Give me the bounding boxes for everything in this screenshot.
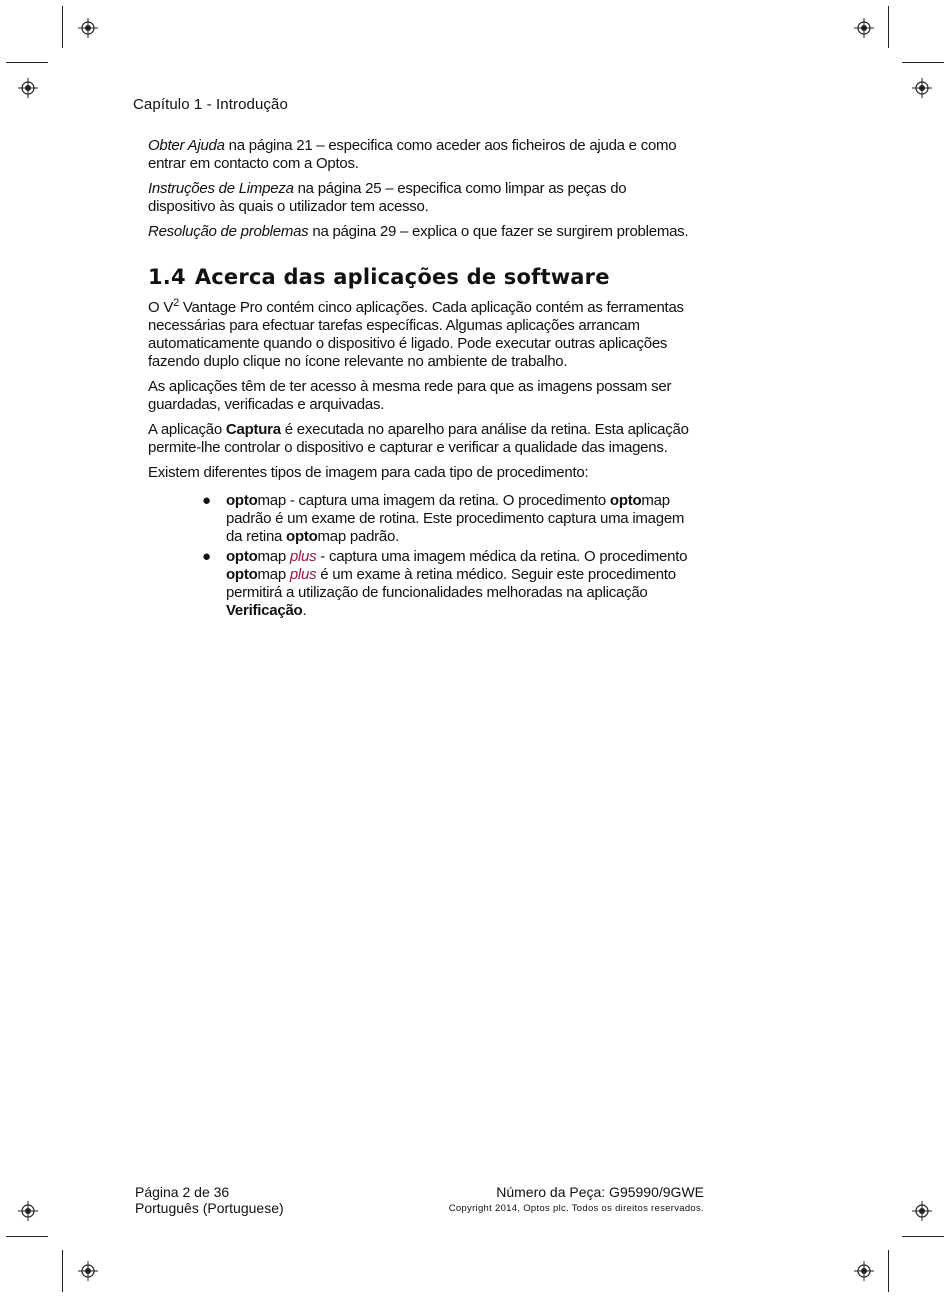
registration-mark-icon	[854, 1261, 874, 1281]
brand-bold: opto	[286, 528, 318, 545]
bullet-icon: ●	[202, 548, 211, 565]
text-run: é um exame à retina médico. Seguir este procedimento permitirá a utilização de funcionalidades melhoradas na aplicação	[226, 566, 676, 601]
registration-mark-icon	[912, 1201, 932, 1221]
page-number: Página 2 de 36	[135, 1184, 230, 1200]
brand-bold: opto	[226, 548, 258, 565]
image-type-list	[148, 492, 693, 620]
plus-label: plus	[289, 566, 317, 583]
registration-mark-icon	[18, 78, 38, 98]
intro-item	[148, 137, 693, 173]
crop-mark	[62, 6, 63, 48]
registration-mark-icon	[18, 1201, 38, 1221]
intro-item-text: na página 21 – especifica como aceder aos ficheiros de ajuda e como entrar em contacto com a Optos.	[148, 137, 677, 172]
link-resolucao-problemas[interactable]: Resolução de problemas	[148, 223, 309, 240]
superscript: 2	[173, 297, 179, 309]
crop-mark	[888, 1250, 889, 1292]
text-run: Vantage Pro contém cinco aplicações. Cada aplicação contém as ferramentas necessárias para efectuar tarefas específicas. Algumas aplicações arrancam automaticamente quando o dispositivo é ligado. Pode executar outras aplicações fazendo duplo clique no ícone relevante no ambiente de trabalho.	[148, 299, 684, 370]
text-run: .	[302, 602, 307, 619]
intro-item	[148, 223, 693, 241]
link-obter-ajuda[interactable]: Obter Ajuda	[148, 137, 225, 154]
brand-bold: opto	[226, 492, 258, 509]
list-item	[202, 492, 693, 546]
list-item	[202, 548, 693, 620]
section-heading	[148, 265, 693, 289]
paragraph-capture	[148, 421, 693, 457]
section-title: Acerca das aplicações de software	[194, 265, 610, 289]
brand-bold: opto	[226, 566, 258, 583]
text-run: O V	[148, 299, 174, 316]
section-number: 1.4	[148, 265, 186, 289]
paragraph-image-types: Existem diferentes tipos de imagem para cada tipo de procedimento:	[148, 464, 589, 481]
intro-item-text: na página 29 – explica o que fazer se surgirem problemas.	[308, 223, 689, 240]
crop-mark	[6, 1236, 48, 1237]
text-run: - captura uma imagem médica da retina. O procedimento	[316, 548, 688, 565]
brand-rest: map	[257, 548, 286, 565]
brand-bold: opto	[609, 492, 642, 509]
registration-mark-icon	[78, 1261, 98, 1281]
app-name-captura: Captura	[225, 421, 281, 438]
text-run: - captura uma imagem da retina. O procedimento	[285, 492, 610, 509]
page-content	[148, 137, 693, 622]
registration-mark-icon	[854, 18, 874, 38]
brand-rest: map	[641, 492, 670, 509]
text-run: padrão é um exame de rotina. Este procedimento captura uma imagem da retina	[226, 510, 685, 545]
plus-label: plus	[289, 548, 317, 565]
brand-rest: map	[317, 528, 346, 545]
brand-rest: map	[257, 492, 286, 509]
text-run: padrão.	[345, 528, 400, 545]
intro-item	[148, 180, 693, 216]
crop-mark	[888, 6, 889, 48]
crop-mark	[902, 62, 944, 63]
text-run: é executada no aparelho para análise da retina. Esta aplicação permite-lhe controlar o dispositivo e capturar e verificar a qualidade das imagens.	[148, 421, 689, 456]
part-number: Número da Peça: G95990/9GWE	[496, 1184, 704, 1200]
chapter-header: Capítulo 1 - Introdução	[133, 96, 288, 113]
crop-mark	[62, 1250, 63, 1292]
brand-rest: map	[257, 566, 286, 583]
intro-item-text: na página 25 – especifica como limpar as peças do dispositivo às quais o utilizador tem acesso.	[148, 180, 627, 215]
copyright-notice: Copyright 2014, Optos plc. Todos os direitos reservados.	[448, 1203, 704, 1214]
registration-mark-icon	[78, 18, 98, 38]
app-name-verificacao: Verificação	[226, 602, 303, 619]
crop-mark	[6, 62, 48, 63]
link-instrucoes-limpeza[interactable]: Instruções de Limpeza	[148, 180, 294, 197]
language-label: Português (Portuguese)	[135, 1200, 284, 1216]
paragraph-applications	[148, 299, 693, 371]
bullet-icon: ●	[202, 492, 211, 509]
registration-mark-icon	[912, 78, 932, 98]
crop-mark	[902, 1236, 944, 1237]
text-run: A aplicação	[148, 421, 226, 438]
paragraph-network: As aplicações têm de ter acesso à mesma rede para que as imagens possam ser guardadas, verificadas e arquivadas.	[148, 378, 672, 413]
